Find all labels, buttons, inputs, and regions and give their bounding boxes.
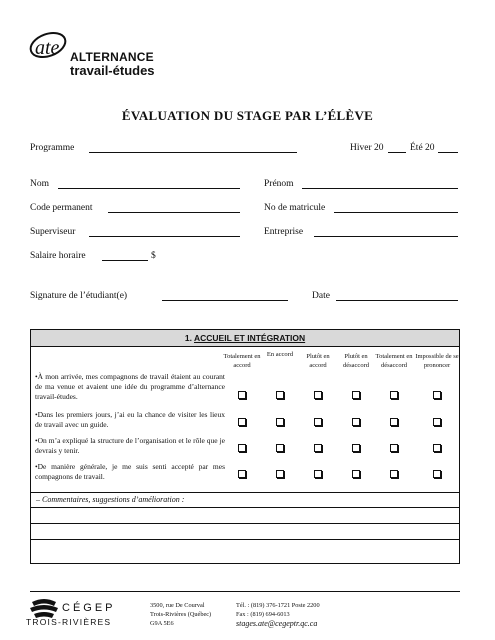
comment-line-3[interactable] bbox=[31, 539, 459, 540]
ete-field[interactable] bbox=[438, 152, 458, 153]
scale-plutot-accord: Plutôt en accord bbox=[306, 353, 330, 369]
checkbox-q2-impossible[interactable] bbox=[433, 418, 441, 426]
salaire-field[interactable] bbox=[102, 260, 148, 261]
entreprise-field[interactable] bbox=[314, 236, 458, 237]
matricule-label: No de matricule bbox=[264, 203, 326, 213]
ate-logo bbox=[26, 30, 176, 82]
footer-divider bbox=[30, 591, 460, 592]
section-title: ACCUEIL ET INTÉGRATION bbox=[194, 333, 306, 343]
checkbox-q3-plutot-accord[interactable] bbox=[314, 444, 322, 452]
programme-field[interactable] bbox=[89, 152, 297, 153]
ate-logo-mark-icon bbox=[26, 30, 74, 70]
checkbox-q3-impossible[interactable] bbox=[433, 444, 441, 452]
superviseur-field[interactable] bbox=[89, 236, 240, 237]
question-4: •De manière générale, je me suis senti accepté par mes compagnons de travail. bbox=[35, 462, 225, 481]
signature-field[interactable] bbox=[162, 300, 288, 301]
comment-line-2[interactable] bbox=[31, 523, 459, 524]
email-link[interactable]: stages.ate@cegeptr.qc.ca bbox=[236, 619, 318, 628]
question-3: •On m’a expliqué la structure de l’organisation et le rôle que je devrais y tenir. bbox=[35, 436, 225, 455]
footer-contact bbox=[236, 601, 320, 619]
checkbox-q1-impossible[interactable] bbox=[433, 391, 441, 399]
section-accueil-integration bbox=[30, 329, 460, 564]
scale-totalement-desaccord: Totalement en désaccord bbox=[375, 353, 413, 369]
cegep-city: TROIS-RIVIÈRES bbox=[26, 617, 112, 627]
nom-field[interactable] bbox=[58, 188, 240, 189]
checkbox-q4-totalement-desaccord[interactable] bbox=[390, 470, 398, 478]
checkbox-q4-totalement-accord[interactable] bbox=[238, 470, 246, 478]
scale-totalement-accord: Totalement en accord bbox=[223, 353, 261, 369]
nom-label: Nom bbox=[30, 179, 49, 189]
cegep-name: CÉGEP bbox=[62, 602, 116, 614]
dollar-sign: $ bbox=[151, 251, 156, 261]
footer-address bbox=[150, 601, 211, 628]
checkbox-q1-totalement-desaccord[interactable] bbox=[390, 391, 398, 399]
checkbox-q2-en-accord[interactable] bbox=[276, 418, 284, 426]
checkbox-q4-plutot-desaccord[interactable] bbox=[352, 470, 360, 478]
logo-alternance: ALTERNANCE bbox=[70, 50, 154, 64]
programme-label: Programme bbox=[30, 143, 75, 153]
checkbox-q1-en-accord[interactable] bbox=[276, 391, 284, 399]
cegep-logo bbox=[26, 596, 136, 636]
checkbox-q4-plutot-accord[interactable] bbox=[314, 470, 322, 478]
date-label: Date bbox=[312, 291, 330, 301]
page-title: ÉVALUATION DU STAGE PAR L’ÉLÈVE bbox=[121, 108, 374, 123]
question-1: •À mon arrivée, mes compagnons de travail étaient au courant de ma venue et avaient une idée du programme d’alternance travail-études. bbox=[35, 372, 225, 401]
checkbox-q2-totalement-desaccord[interactable] bbox=[390, 418, 398, 426]
checkbox-q4-impossible[interactable] bbox=[433, 470, 441, 478]
section-number: 1. bbox=[184, 333, 192, 343]
comment-line-1[interactable] bbox=[31, 507, 459, 508]
comment-label: – Commentaires, suggestions d’amélioration : bbox=[36, 495, 185, 504]
question-2: •Dans les premiers jours, j’ai eu la chance de visiter les lieux de travail avec un guide. bbox=[35, 410, 225, 429]
phone-text: Tél. : (819) 376-1721 Poste 2200 bbox=[236, 602, 320, 609]
matricule-field[interactable] bbox=[334, 212, 458, 213]
checkbox-q2-totalement-accord[interactable] bbox=[238, 418, 246, 426]
logo-travail-etudes: travail-études bbox=[70, 63, 155, 78]
prenom-label: Prénom bbox=[264, 179, 294, 189]
checkbox-q3-en-accord[interactable] bbox=[276, 444, 284, 452]
hiver-label: Hiver 20 bbox=[350, 143, 384, 153]
address-line-3: G9A 5E6 bbox=[150, 620, 174, 627]
checkbox-q3-totalement-accord[interactable] bbox=[238, 444, 246, 452]
checkbox-q2-plutot-desaccord[interactable] bbox=[352, 418, 360, 426]
hiver-field[interactable] bbox=[388, 152, 406, 153]
signature-label: Signature de l’étudiant(e) bbox=[30, 291, 128, 301]
divider bbox=[31, 492, 459, 493]
address-line-2: Trois-Rivières (Québec) bbox=[150, 611, 212, 618]
prenom-field[interactable] bbox=[302, 188, 458, 189]
checkbox-q2-plutot-accord[interactable] bbox=[314, 418, 322, 426]
code-permanent-field[interactable] bbox=[108, 212, 240, 213]
superviseur-label: Superviseur bbox=[30, 227, 76, 237]
section-header bbox=[31, 330, 459, 347]
entreprise-label: Entreprise bbox=[264, 227, 304, 237]
checkbox-q4-en-accord[interactable] bbox=[276, 470, 284, 478]
scale-en-accord: En accord bbox=[266, 351, 294, 358]
checkbox-q1-plutot-desaccord[interactable] bbox=[352, 391, 360, 399]
logo-ate-text: ate bbox=[35, 37, 60, 59]
scale-impossible: Impossible de se prononcer bbox=[415, 353, 459, 369]
date-field[interactable] bbox=[336, 300, 458, 301]
code-permanent-label: Code permanent bbox=[30, 203, 93, 213]
scale-plutot-desaccord: Plutôt en désaccord bbox=[343, 353, 369, 369]
checkbox-q1-totalement-accord[interactable] bbox=[238, 391, 246, 399]
ete-label: Été 20 bbox=[410, 143, 435, 153]
salaire-label: Salaire horaire bbox=[30, 251, 86, 261]
address-line-1: 3500, rue De Courval bbox=[150, 602, 205, 609]
checkbox-q3-totalement-desaccord[interactable] bbox=[390, 444, 398, 452]
checkbox-q3-plutot-desaccord[interactable] bbox=[352, 444, 360, 452]
checkbox-q1-plutot-accord[interactable] bbox=[314, 391, 322, 399]
fax-text: Fax : (819) 694-6013 bbox=[236, 611, 290, 618]
